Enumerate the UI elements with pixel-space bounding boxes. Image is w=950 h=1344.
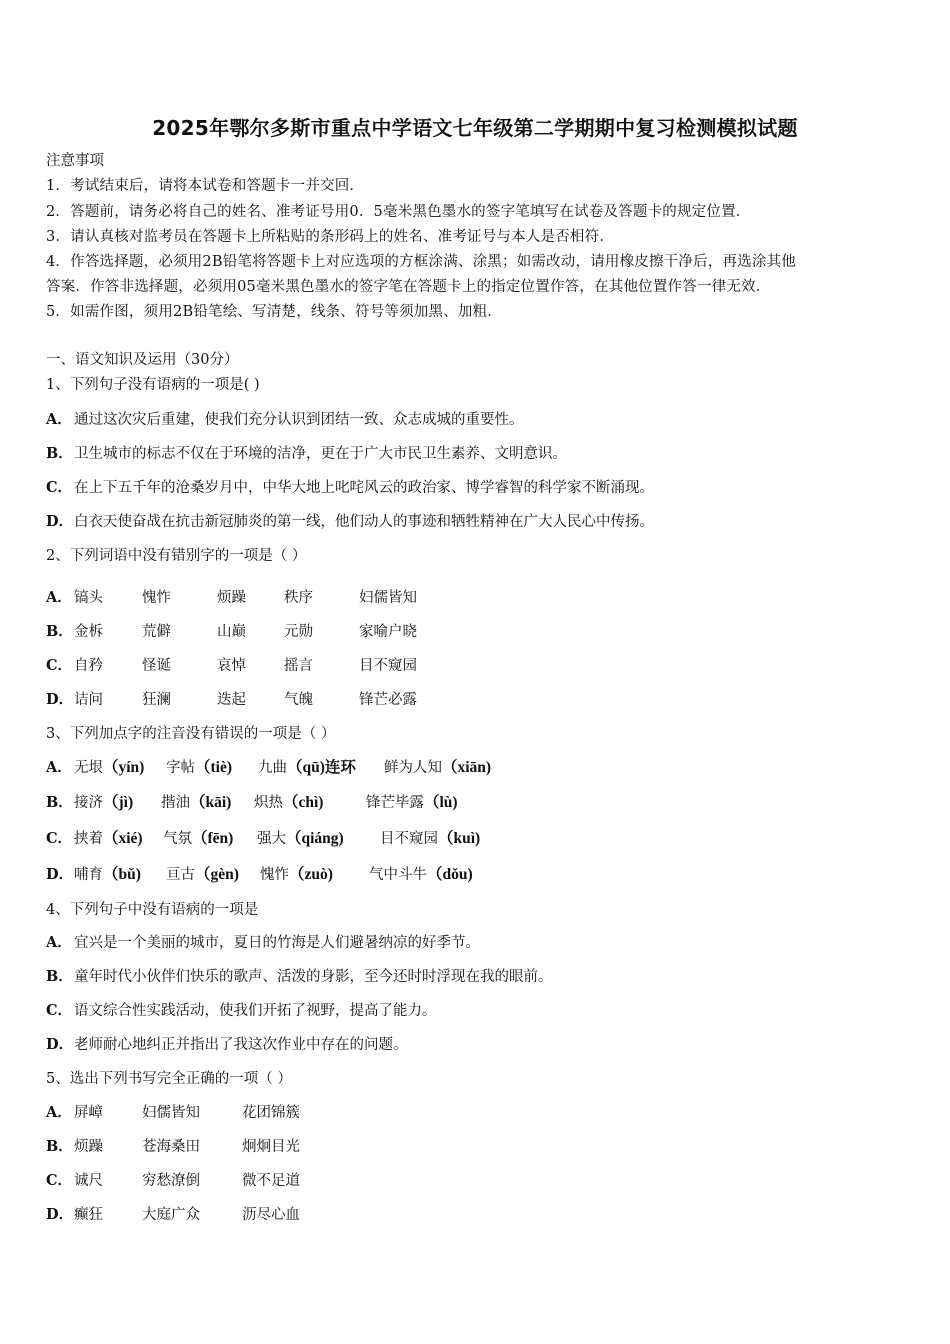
pinyin-item bbox=[366, 793, 458, 813]
pinyin-item bbox=[380, 829, 480, 849]
question-3-stem: 3、下列加点字的注音没有错误的一项是（ ） bbox=[46, 726, 336, 742]
option-word: 癫狂 bbox=[74, 1207, 103, 1223]
notice-item: 1．考试结束后，请将本试卷和答题卡一并交回． bbox=[46, 178, 365, 194]
option-word: 目不窥园 bbox=[359, 658, 417, 674]
option-label: B． bbox=[46, 968, 73, 985]
option-label: C． bbox=[46, 830, 73, 847]
pinyin-item bbox=[384, 758, 491, 778]
pinyin-item bbox=[260, 865, 333, 885]
q5-option-c bbox=[46, 1171, 906, 1191]
item-pinyin: （dǒu) bbox=[427, 866, 473, 883]
pinyin-item bbox=[161, 793, 231, 813]
option-label: A． bbox=[46, 934, 72, 951]
item-word: 气中斗牛 bbox=[369, 867, 427, 883]
item-word: 无垠 bbox=[74, 760, 103, 776]
option-word: 花团锦簇 bbox=[242, 1105, 300, 1121]
item-pinyin: （bǔ) bbox=[103, 866, 141, 883]
q3-option-b bbox=[46, 793, 906, 813]
option-label: A． bbox=[46, 411, 72, 428]
item-pinyin: （xiān) bbox=[442, 759, 492, 776]
pinyin-item bbox=[166, 758, 232, 778]
q4-option-d bbox=[46, 1035, 408, 1055]
item-word: 亘古 bbox=[166, 867, 195, 883]
option-word: 哀悼 bbox=[217, 658, 246, 674]
item-pinyin: （xié) bbox=[103, 830, 143, 847]
pinyin-item bbox=[74, 865, 141, 885]
page-title: 2025年鄂尔多斯市重点中学语文七年级第二学期期中复习检测模拟试题 bbox=[152, 116, 798, 140]
option-label: A． bbox=[46, 1104, 72, 1121]
pinyin-item bbox=[257, 829, 344, 849]
option-word: 气魄 bbox=[284, 692, 313, 708]
item-pinyin: （yín) bbox=[103, 759, 145, 776]
option-text: 卫生城市的标志不仅在于环境的洁净，更在于广大市民卫生素养、文明意识。 bbox=[74, 446, 567, 462]
option-word: 大庭广众 bbox=[142, 1207, 200, 1223]
option-word: 元勋 bbox=[284, 624, 313, 640]
option-text: 童年时代小伙伴们快乐的歌声、活泼的身影，至今还时时浮现在我的眼前。 bbox=[74, 969, 553, 985]
q4-option-b bbox=[46, 967, 553, 987]
item-word: 目不窥园 bbox=[380, 831, 438, 847]
option-label: D． bbox=[46, 866, 74, 883]
option-word: 狂澜 bbox=[142, 692, 171, 708]
option-text: 白衣天使奋战在抗击新冠肺炎的第一线，他们动人的事迹和牺牲精神在广大人民心中传扬。 bbox=[74, 514, 654, 530]
item-pinyin: （tiè) bbox=[195, 759, 233, 776]
option-word: 摇言 bbox=[284, 658, 313, 674]
option-word: 沥尽心血 bbox=[242, 1207, 300, 1223]
item-word: 炽热 bbox=[254, 795, 283, 811]
option-word: 金柝 bbox=[74, 624, 103, 640]
option-word: 秩序 bbox=[284, 590, 313, 606]
pinyin-item bbox=[163, 829, 233, 849]
option-label: C． bbox=[46, 657, 73, 674]
option-word: 妇儒皆知 bbox=[142, 1105, 200, 1121]
option-word: 屏嶂 bbox=[74, 1105, 103, 1121]
q5-option-a bbox=[46, 1103, 906, 1123]
option-text: 通过这次灾后重建，使我们充分认识到团结一致、众志成城的重要性。 bbox=[74, 412, 524, 428]
q5-option-b bbox=[46, 1137, 906, 1157]
item-pinyin: （jì) bbox=[103, 794, 134, 811]
item-pinyin: （kuì) bbox=[438, 830, 481, 847]
notice-item: 2．答题前，请务必将自己的姓名、准考证号用0．5毫米黑色墨水的签字笔填写在试卷及答题卡的规定位置． bbox=[46, 204, 751, 220]
item-word: 哺育 bbox=[74, 867, 103, 883]
option-word: 诘问 bbox=[74, 692, 103, 708]
item-word: 字帖 bbox=[166, 760, 195, 776]
notice-heading: 注意事项 bbox=[46, 153, 104, 169]
option-text: 语文综合性实践活动，使我们开拓了视野，提高了能力。 bbox=[74, 1003, 437, 1019]
option-text: 在上下五千年的沧桑岁月中，中华大地上叱咤风云的政治家、博学睿智的科学家不断涌现。 bbox=[74, 480, 654, 496]
option-word: 微不足道 bbox=[242, 1173, 300, 1189]
q3-option-d bbox=[46, 865, 906, 885]
item-pinyin: （qū)连环 bbox=[287, 759, 356, 776]
option-label: B． bbox=[46, 1138, 73, 1155]
notice-item: 5．如需作图，须用2B铅笔绘、写清楚，线条、符号等须加黑、加粗． bbox=[46, 304, 503, 320]
item-word: 挟着 bbox=[74, 831, 103, 847]
q2-option-b bbox=[46, 622, 906, 642]
item-word: 九曲 bbox=[258, 760, 287, 776]
option-label: B． bbox=[46, 794, 73, 811]
q2-option-d bbox=[46, 690, 906, 710]
option-label: A． bbox=[46, 589, 72, 606]
item-word: 锋芒毕露 bbox=[366, 795, 424, 811]
pinyin-item bbox=[74, 793, 133, 813]
section-heading: 一、语文知识及运用（30分） bbox=[46, 352, 239, 368]
question-5-stem: 5、选出下列书写完全正确的一项（ ） bbox=[46, 1071, 292, 1087]
pinyin-item bbox=[166, 865, 239, 885]
option-word: 迭起 bbox=[217, 692, 246, 708]
pinyin-item bbox=[74, 829, 143, 849]
option-word: 怪诞 bbox=[142, 658, 171, 674]
q1-option-d bbox=[46, 512, 654, 532]
option-label: C． bbox=[46, 1172, 73, 1189]
option-word: 穷愁潦倒 bbox=[142, 1173, 200, 1189]
q4-option-c bbox=[46, 1001, 437, 1021]
pinyin-item bbox=[74, 758, 144, 778]
option-word: 锋芒必露 bbox=[359, 692, 417, 708]
item-pinyin: （lù) bbox=[424, 794, 458, 811]
q2-option-a bbox=[46, 588, 906, 608]
option-word: 山巅 bbox=[217, 624, 246, 640]
item-pinyin: （fēn) bbox=[192, 830, 234, 847]
notice-item: 答案．作答非选择题，必须用05毫米黑色墨水的签字笔在答题卡上的指定位置作答，在其他位置作答一律无效． bbox=[46, 279, 771, 295]
q2-option-c bbox=[46, 656, 906, 676]
pinyin-item bbox=[254, 793, 323, 813]
option-label: A． bbox=[46, 759, 72, 776]
option-word: 烦躁 bbox=[217, 590, 246, 606]
q1-option-a bbox=[46, 410, 524, 430]
item-pinyin: （gèn) bbox=[195, 866, 239, 883]
option-label: D． bbox=[46, 691, 74, 708]
q5-option-d bbox=[46, 1205, 906, 1225]
item-word: 强大 bbox=[257, 831, 286, 847]
q1-option-c bbox=[46, 478, 654, 498]
option-word: 家喻户晓 bbox=[359, 624, 417, 640]
option-label: C． bbox=[46, 479, 73, 496]
pinyin-item bbox=[369, 865, 473, 885]
q3-option-a bbox=[46, 758, 906, 778]
q3-option-c bbox=[46, 829, 906, 849]
option-label: D． bbox=[46, 1206, 74, 1223]
question-4-stem: 4、下列句子中没有语病的一项是 bbox=[46, 902, 259, 918]
option-label: C． bbox=[46, 1002, 73, 1019]
option-word: 自矜 bbox=[74, 658, 103, 674]
question-2-stem: 2、下列词语中没有错别字的一项是（ ） bbox=[46, 548, 307, 564]
q1-option-b bbox=[46, 444, 567, 464]
question-1-stem: 1、下列句子没有语病的一项是( ) bbox=[46, 377, 260, 393]
item-pinyin: （qiáng) bbox=[286, 830, 344, 847]
item-word: 愧怍 bbox=[260, 867, 289, 883]
notice-item: 3．请认真核对监考员在答题卡上所粘贴的条形码上的姓名、准考证号与本人是否相符． bbox=[46, 229, 615, 245]
item-pinyin: （kāi) bbox=[190, 794, 232, 811]
pinyin-item bbox=[258, 758, 356, 778]
option-word: 妇儒皆知 bbox=[359, 590, 417, 606]
option-label: D． bbox=[46, 513, 74, 530]
item-word: 接济 bbox=[74, 795, 103, 811]
notice-item: 4．作答选择题，必须用2B铅笔将答题卡上对应选项的方框涂满、涂黑；如需改动，请用橡皮擦干净后，再选涂其他 bbox=[46, 254, 797, 270]
option-label: B． bbox=[46, 445, 73, 462]
option-label: B． bbox=[46, 623, 73, 640]
option-word: 愧怍 bbox=[142, 590, 171, 606]
item-pinyin: （chì) bbox=[283, 794, 324, 811]
option-text: 老师耐心地纠正并指出了我这次作业中存在的问题。 bbox=[74, 1037, 408, 1053]
item-word: 揩油 bbox=[161, 795, 190, 811]
option-word: 苍海桑田 bbox=[142, 1139, 200, 1155]
option-word: 炯炯目光 bbox=[242, 1139, 300, 1155]
option-word: 诚尺 bbox=[74, 1173, 103, 1189]
option-word: 荒僻 bbox=[142, 624, 171, 640]
item-pinyin: （zuò) bbox=[289, 866, 333, 883]
item-word: 气氛 bbox=[163, 831, 192, 847]
q4-option-a bbox=[46, 933, 480, 953]
option-word: 镐头 bbox=[74, 590, 103, 606]
option-text: 宜兴是一个美丽的城市，夏日的竹海是人们避暑纳凉的好季节。 bbox=[74, 935, 480, 951]
option-label: D． bbox=[46, 1036, 74, 1053]
item-word: 鲜为人知 bbox=[384, 760, 442, 776]
option-word: 烦躁 bbox=[74, 1139, 103, 1155]
